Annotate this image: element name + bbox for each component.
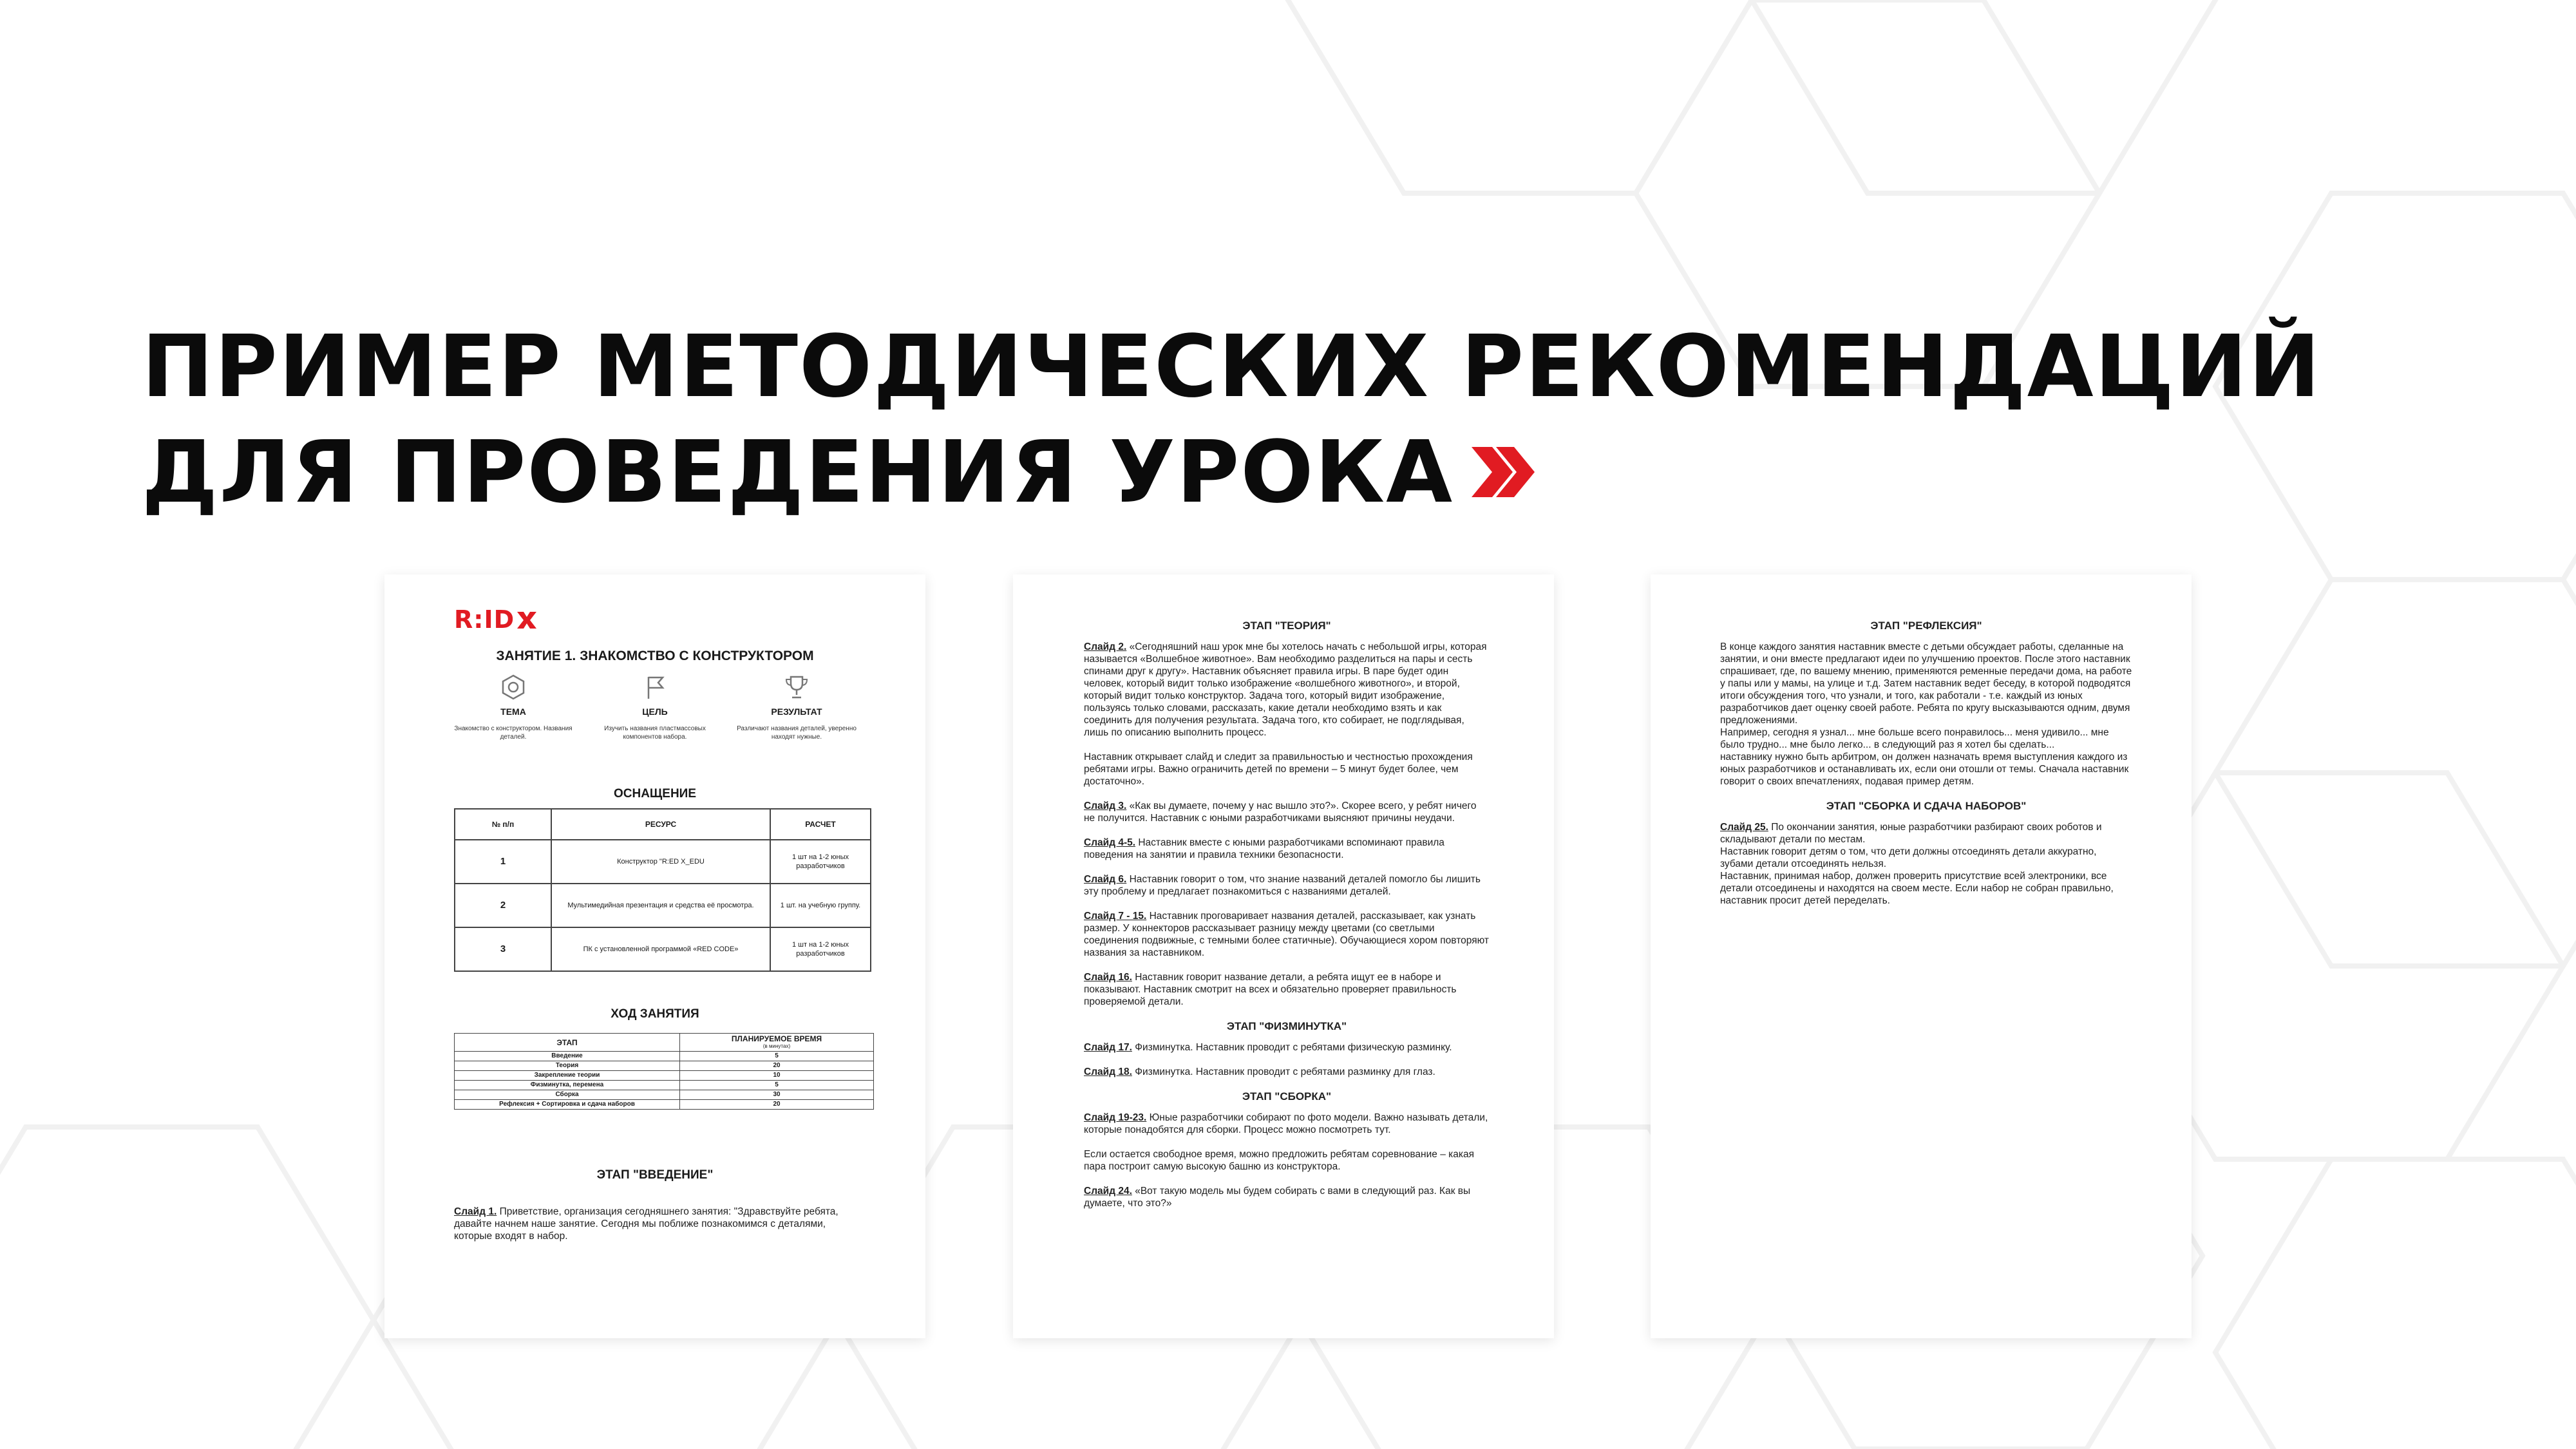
equipment-title: ОСНАЩЕНИЕ <box>613 787 697 800</box>
equip-header-num: № п/п <box>455 809 551 840</box>
paragraph: Слайд 16. Наставник говорит название детали, а ребята ищут ее в наборе и показывают. Наставник смотрит на всех и обязательно проверяет правильность проверяемой детали. <box>1084 972 1457 1007</box>
paragraph: Слайд 3. «Как вы думаете, почему у нас вышло это?». Скорее всего, у ребят ничего не получится. Наставник с юными разработчиками выясняют причины неудачи. <box>1084 800 1477 824</box>
reflection-title: ЭТАП "РЕФЛЕКСИЯ" <box>1870 620 1982 632</box>
paragraph: Если остается свободное время, можно предложить ребятам соревнование – какая пара построит самую высокую башню из конструктора. <box>1084 1149 1474 1172</box>
paragraph: Слайд 19-23. Юные разработчики собирают по фото модели. Важно называть детали, которые понадобятся для сборки. Процесс можно посмотреть тут. <box>1084 1112 1488 1135</box>
paragraph: Слайд 7 - 15. Наставник проговаривает названия деталей, рассказывает, как узнать размер. У коннекторов рассказывает разницу между цветами (со светлыми соединения подвижные, с темными более статичные). Обучающиеся хором повторяют названия за наставником. <box>1084 911 1489 958</box>
document-page-3 <box>1651 574 2192 1338</box>
paragraph: Слайд 25. По окончании занятия, юные разработчики разбирают своих роботов и складывают детали по местам. <box>1720 822 2102 845</box>
time-header: ПЛАНИРУЕМОЕ ВРЕМЯ (в минутах) <box>680 1034 874 1052</box>
table-row: Закрепление теории 10 <box>455 1071 874 1081</box>
document-page-2 <box>1013 574 1554 1338</box>
page3-body <box>1720 616 2132 907</box>
paragraph: Слайд 17. Физминутка. Наставник проводит с ребятами физическую разминку. <box>1084 1042 1452 1053</box>
goal-label: ЦЕЛЬ <box>642 706 668 717</box>
table-row: Теория 20 <box>455 1061 874 1071</box>
paragraph: наставнику нужно быть арбитром, он должен назначать время выступления каждого из юных разработчиков и останавливать их, если они отошли от темы. Сначала наставник говорит о своих впечатлениях, подавая пример детям. <box>1720 752 2129 787</box>
topic-desc: Знакомство с конструктором. Названия деталей. <box>454 725 573 741</box>
build-title: ЭТАП "СБОРКА" <box>1242 1090 1332 1103</box>
theory-title: ЭТАП "ТЕОРИЯ" <box>1242 620 1331 632</box>
paragraph: Слайд 18. Физминутка. Наставник проводит с ребятами разминку для глаз. <box>1084 1066 1435 1077</box>
stage-header: ЭТАП <box>455 1034 680 1052</box>
table-row: Сборка 30 <box>455 1090 874 1100</box>
document-page-1 <box>384 574 925 1338</box>
fizminutka-title: ЭТАП "ФИЗМИНУТКА" <box>1226 1020 1347 1032</box>
table-row: 1 Конструктор "R:ED X_EDU 1 шт на 1-2 юных разработчиков <box>455 840 871 884</box>
trophy-icon <box>784 674 810 700</box>
intro-title: ЭТАП "ВВЕДЕНИЕ" <box>596 1168 714 1182</box>
intro-paragraph: Слайд 1. Приветствие, организация сегодняшнего занятия: "Здравствуйте ребята, давайте начнем наше занятие. Сегодня мы поближе познакомимся с деталями, которые входят в набор. <box>454 1206 838 1242</box>
result-desc: Различают названия деталей, уверенно находят нужные. <box>737 725 857 741</box>
paragraph: Наставник говорит детям о том, что дети должны отсоединять детали аккуратно, зубами детали отсоединять нельзя. <box>1720 846 2097 869</box>
stages-table <box>454 1033 874 1110</box>
goal-block <box>591 674 719 741</box>
paragraph: Слайд 6. Наставник говорит о том, что знание названий деталей помогло бы лишить эту проблему и предлагает познакомиться с названиями деталей. <box>1084 874 1481 897</box>
double-chevron-right-icon <box>1468 443 1539 501</box>
equipment-table <box>454 808 871 972</box>
topic-label: ТЕМА <box>500 706 526 717</box>
goal-desc: Изучить названия пластмассовых компонентов набора. <box>604 725 706 741</box>
course-title: ХОД ЗАНЯТИЯ <box>611 1007 699 1021</box>
lesson-icons <box>449 674 861 741</box>
heading-line-1: ПРИМЕР МЕТОДИЧЕСКИХ РЕКОМЕНДАЦИЙ <box>142 317 2322 417</box>
equip-header-resource: РЕСУРС <box>551 809 770 840</box>
paragraph: Например, сегодня я узнал... мне больше всего понравилось... меня удивило... мне было трудно... мне было легко... в следующий раз я хотел бы сделать... <box>1720 727 2109 750</box>
result-label: РЕЗУЛЬТАТ <box>771 706 822 717</box>
sort-title: ЭТАП "СБОРКА И СДАЧА НАБОРОВ" <box>1826 800 2027 812</box>
lesson-title: ЗАНЯТИЕ 1. ЗНАКОМСТВО С КОНСТРУКТОРОМ <box>496 649 814 663</box>
table-row: 2 Мультимедийная презентация и средства её просмотра. 1 шт. на учебную группу. <box>455 884 871 927</box>
paragraph: Слайд 24. «Вот такую модель мы будем собирать с вами в следующий раз. Как вы думаете, что это?» <box>1084 1186 1471 1209</box>
heading-line-2 <box>142 420 2322 526</box>
paragraph: Слайд 4-5. Наставник вместе с юными разработчиками вспоминают правила поведения на занятии и правила техники безопасности. <box>1084 837 1444 860</box>
paragraph: В конце каждого занятия наставник вместе с детьми обсуждает работы, сделанные на занятии, и они вместе предлагают идеи по улучшению проектов. После этого наставник спрашивает, где, по вашему мнению, применяются ременные передачи дома, на работе у папы или у мамы, на улице и т.д. Затем наставник ведет беседу, в которой подводятся итоги обсуждения того, что узнали, и того, как работали - т.е. каждый из юных разработчиков дает оценку своей работе. Ребята по кругу высказываются одним, двумя предложениями. <box>1720 641 2132 726</box>
table-row: 3 ПК с установленной программой «RED CODE» 1 шт на 1-2 юных разработчиков <box>455 927 871 971</box>
heading-line-2-text: ДЛЯ ПРОВЕДЕНИЯ УРОКА <box>142 423 1454 522</box>
paragraph: Слайд 2. «Сегодняшний наш урок мне бы хотелось начать с небольшой игры, которая называется «Волшебное животное». Вам необходимо разделиться на пары и сесть спинами друг к другу». Наставник объясняет правила игры. В паре будет один человек, который видит только изображение «волшебного животного», и второй, который видит только конструктор. Задача того, который видит изображение, пользуясь только словами, рассказать, какие детали необходимо взять и как соединить для получения результата. Задача того, кто собирает, не подглядывая, лишь по описанию выполнить процесс. <box>1084 641 1487 738</box>
table-row: Физминутка, перемена 5 <box>455 1081 874 1090</box>
page-heading <box>142 314 2322 526</box>
table-row: Введение 5 <box>455 1052 874 1061</box>
result-block <box>732 674 861 741</box>
table-row: Рефлексия + Сортировка и сдача наборов 20 <box>455 1100 874 1110</box>
paragraph: Наставник, принимая набор, должен проверить присутствие всей электроники, все детали отсоединены и находятся на своем месте. Если набор не собран правильно, наставник просит детей переделать. <box>1720 871 2114 906</box>
hex-nut-icon <box>500 674 526 700</box>
rid-logo: R:ID <box>454 605 538 634</box>
equip-header-calc: РАСЧЕТ <box>770 809 871 840</box>
page2-body <box>1084 616 1490 1222</box>
paragraph: Наставник открывает слайд и следит за правильностью и честностью прохождения ребятами игры. Важно ограничить детей по времени – 5 минут будет более, чем достаточно». <box>1084 752 1473 787</box>
topic-block <box>449 674 578 741</box>
flag-icon <box>642 674 668 700</box>
